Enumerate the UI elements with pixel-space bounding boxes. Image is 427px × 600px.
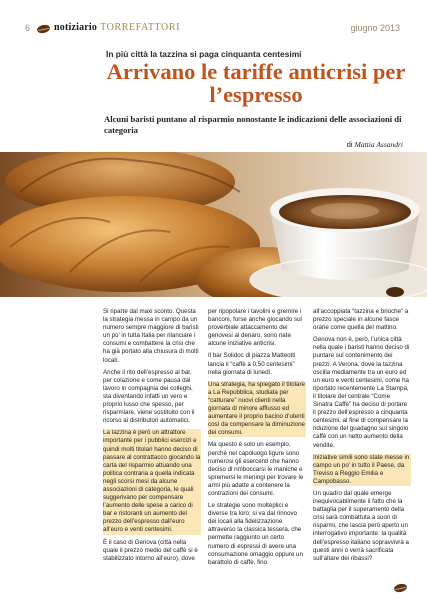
photo-illustration [0,152,427,297]
byline-prefix: di [346,140,353,149]
paragraph: Le strategie sono molteplici e diverse tra loro: si va dal rinnovo dei locali alla fidelizzazione attraverso la classica tessera, che permette raggiunto un certo numero di espressi di avere una consumazione omaggio oppure un barattolo di caffè, fino [208,502,303,566]
paragraph: Ma questo è solo un esempio, perché nel capoluogo ligure sono numerosi gli esercenti che hanno deciso di rimboccarsi le maniche e spremersi le meningi per trovare le armi più adatte a contenere la contrazioni dei consumi. [208,441,304,497]
article-headline: Arrivano le tariffe anticrisi per l’espresso [106,59,406,107]
highlighted-paragraph: Una strategia, ha spiegato il titolare a La Repubblica, studiata per “catturare” nuovi clienti nella giornata di minore afflusso ed aumentare il proprio bacino d’utenti così da compensare la diminuzione dei consumi. [208,380,305,437]
issue-date: giugno 2013 [350,23,400,33]
paragraph: Un quadro dal quale emerge inequivocabilmente il fatto che la battaglia per il superamento della crisi sarà combattuta a suon di risparmi, che lascia però aperto un interrogativo importante: la qualità dell’espresso italiano sopravvivrà a questi anni o verrà sacrificata sull’altare dei ribassi? [313,489,409,562]
article-byline [347,140,403,149]
body-column-1 [103,308,201,593]
masthead-notiziario: notiziario [54,22,98,33]
page-number: 6 [25,23,31,33]
paragraph: Anche il rito dell’espresso al bar, per colazione e come pausa dal lavoro in compagnia dei colleghi, sta diventando infatti un vero e proprio lusso che spesso, per risparmiare, viene sostituito con il ricorso ai distributori automatici. [103,368,195,425]
paragraph: Genova non è, però, l’unica città nella quale i baristi hanno deciso di puntare sul contenimento dei prezzi. A Verona, dove la tazzina oscilla mediamente tra un euro ed un euro e venti centesimi, come ha riportato recentemente La Stampa, il titolare del centrale “Come Sinatra Caffè” ha deciso di portare il prezzo dell’espresso a cinquanta centesimi, al fine di compensare la riduzione del guadagno sul singolo caffè con un netto aumento della vendite. [313,336,410,449]
croissant-and-coffee-cup-photo [0,152,427,297]
body-column-2 [208,308,306,593]
page-header [0,0,427,48]
paragraph: per ripopolare i tavolini e gremire i banconi, forse anche giocando sul proverbiale attaccamento dei genovesi al denaro, sono nate alcune iniziative anticrisi. [208,308,302,348]
article-body [103,308,411,593]
publication-masthead [54,22,180,33]
body-column-3 [313,308,411,593]
paragraph: È il caso di Genova (città nella quale il prezzo medio del caffè si è stabilizzato intorno all’euro), dove [103,538,198,562]
highlighted-paragraph: La tazzina è però un attrattore importante per i pubblici esercizi e quindi molti titolari hanno deciso di passare al contrattacco giocando la carta del risparmio attuando una politica contraria a quella indicata negli scorsi mesi da alcune associazioni di categoria, le quali suggerivano per compensare l’aumento delle spese a carico di bar e ristoranti un aumento del prezzo dell’espresso dall’euro all’euro e venti centesimi. [103,429,201,534]
paragraph: Il bar Solidoc di piazza Matteotti lancia il “caffè a 0,50 centesimi” nella giornata di lunedì. [208,352,296,376]
coffee-bean-icon [36,24,50,35]
byline-author: Mattia Assandri [354,140,403,149]
paragraph: all’accoppiata “tazzina e brioche” a prezzo speciale in alcune fasce orarie come quella del mattino. [313,308,409,332]
paragraph: Si riparte dal maxi sconto. Questa la strategia messa in campo da un numero sempre maggiore di baristi un po’ in tutta Italia per rilanciare i consumi e combattere la crisi che ha già portato alla chiusura di molti locali. [103,308,199,364]
masthead-torrefattori: TORREFATTORI [100,22,181,33]
article-kicker: In più città la tazzina si paga cinquanta centesimi [106,49,302,59]
article-subhead: Alcuni baristi puntano al risparmio nonostante le indicazioni delle associazioni di categoria [104,114,402,135]
highlighted-paragraph: Iniziative simili sono state messe in campo un po’ in tutto il Paese, da Treviso a Reggio Emilia e Campobasso. [313,453,410,485]
